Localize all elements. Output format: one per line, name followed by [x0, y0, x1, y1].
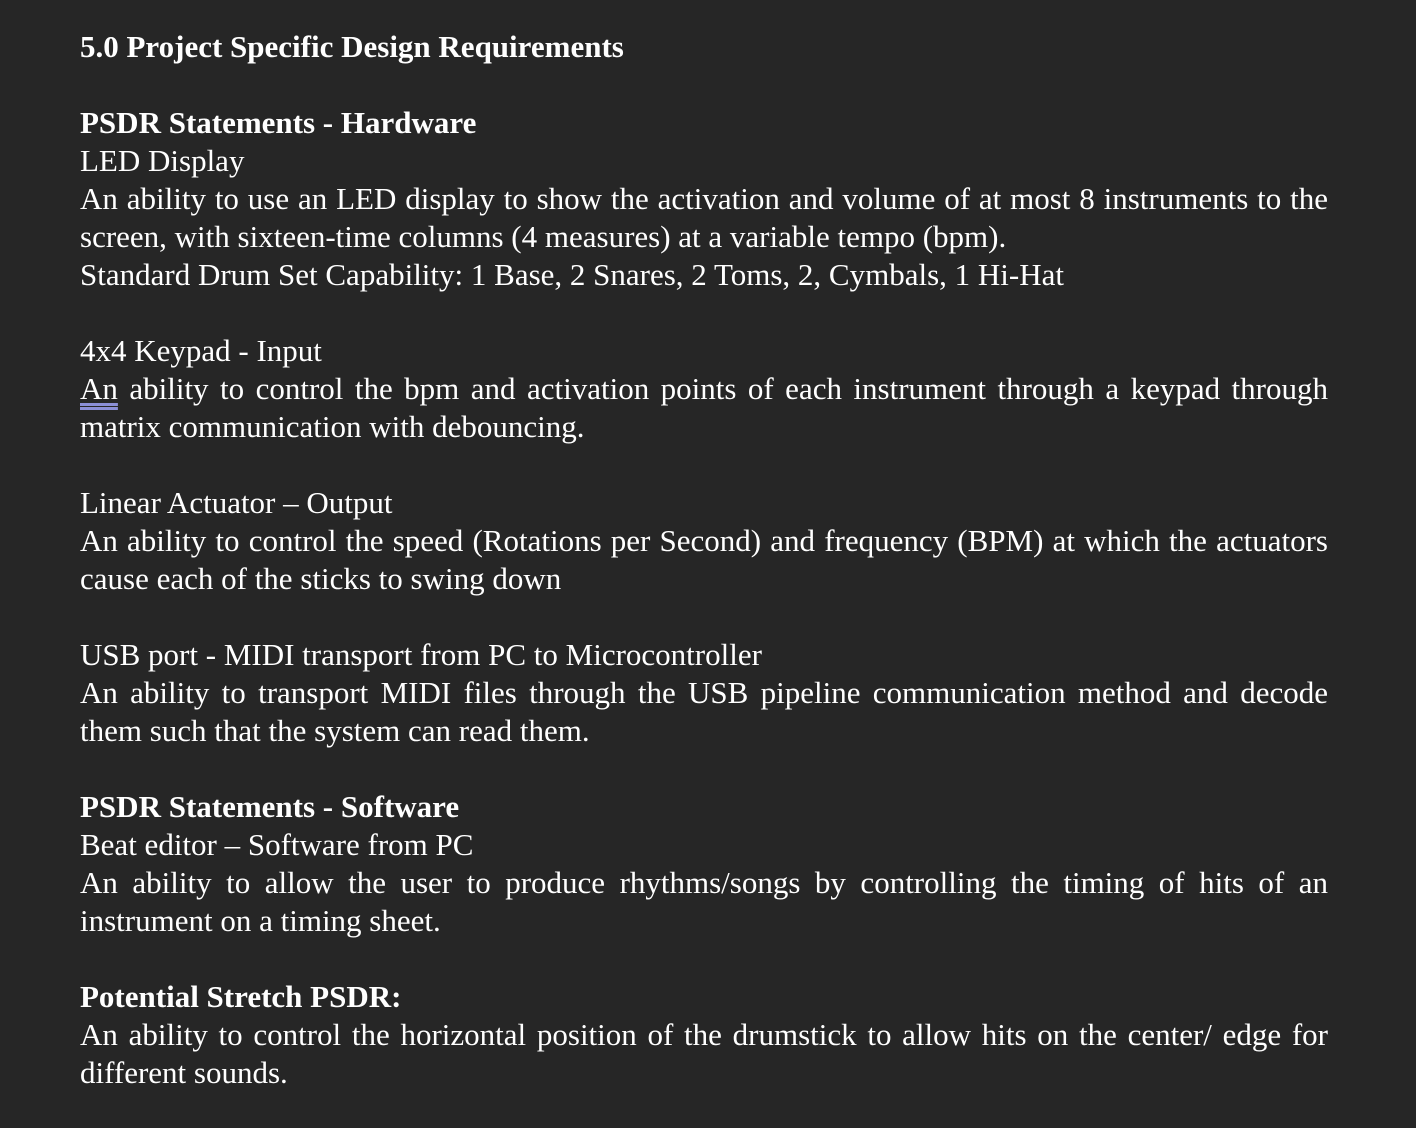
linear-actuator-name: Linear Actuator – Output	[80, 485, 393, 520]
beat-editor-name: Beat editor – Software from PC	[80, 827, 474, 862]
keypad-description	[80, 370, 1328, 446]
usb-port-description: An ability to transport MIDI files through the USB pipeline communication method and decode them such that the system can read them.	[80, 675, 1328, 748]
led-display-note: Standard Drum Set Capability: 1 Base, 2 Snares, 2 Toms, 2, Cymbals, 1 Hi-Hat	[80, 257, 1064, 292]
linear-actuator-description: An ability to control the speed (Rotations per Second) and frequency (BPM) at which the actuators cause each of the sticks to swing down	[80, 523, 1328, 596]
keypad-name: 4x4 Keypad - Input	[80, 333, 322, 368]
spacer	[80, 940, 1328, 978]
spacer	[80, 294, 1328, 332]
spellcheck-underline: An	[80, 371, 118, 406]
document-page	[80, 28, 1328, 1092]
spacer	[80, 66, 1328, 104]
document-title: 5.0 Project Specific Design Requirements	[80, 29, 624, 64]
stretch-description: An ability to control the horizontal position of the drumstick to allow hits on the center/ edge for different sounds.	[80, 1017, 1328, 1090]
spacer	[80, 750, 1328, 788]
led-display-description: An ability to use an LED display to show the activation and volume of at most 8 instruments to the screen, with sixteen-time columns (4 measures) at a variable tempo (bpm).	[80, 181, 1328, 254]
hardware-heading: PSDR Statements - Hardware	[80, 105, 477, 140]
spacer	[80, 598, 1328, 636]
spacer	[80, 446, 1328, 484]
usb-port-name: USB port - MIDI transport from PC to Microcontroller	[80, 637, 762, 672]
led-display-name: LED Display	[80, 143, 245, 178]
beat-editor-description: An ability to allow the user to produce rhythms/songs by controlling the timing of hits of an instrument on a timing sheet.	[80, 865, 1328, 938]
keypad-description-text: ability to control the bpm and activation points of each instrument through a keypad through matrix communication with debouncing.	[80, 371, 1328, 444]
software-heading: PSDR Statements - Software	[80, 789, 460, 824]
stretch-heading: Potential Stretch PSDR:	[80, 979, 402, 1014]
